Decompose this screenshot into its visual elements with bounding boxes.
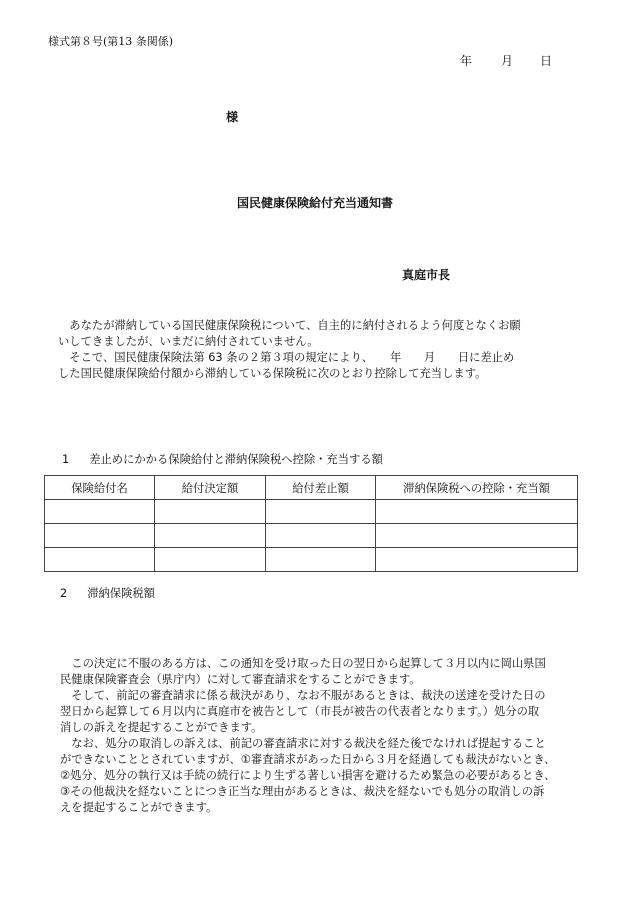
intro-line: した国民健康保険給付額から滞納している保険税に次のとおり控除して充当します。 [58,367,487,380]
table-cell [376,524,578,548]
notice-line: なお、処分の取消しの訴えは、前記の審査請求に対する裁決を経た後でなければ提起すること [60,737,546,750]
table-header: 滞納保険税への控除・充当額 [376,476,578,500]
section-2-heading [60,585,155,601]
table-cell [45,548,155,572]
intro-line: いしてきましたが、いまだに納付されていません。 [58,335,319,348]
table-header-row [45,476,578,500]
section-2-label: 滞納保険税額 [87,587,155,600]
intro-line: あなたが滞納している国民健康保険税について、自主的に納付されるよう何度となくお願 [58,319,521,332]
notice-line: ③その他裁決を経ないことにつき正当な理由があるときは、裁決を経ないでも処分の取消しの訴 [60,785,545,798]
table-cell [45,500,155,524]
table-header: 保険給付名 [45,476,155,500]
appeal-notice [60,656,580,816]
amounts-table [44,475,578,572]
section-1-label: 差止めにかかる保険給付と滞納保険税へ控除・充当する額 [89,453,383,466]
notice-line: この決定に不服のある方は、この通知を受け取った日の翌日から起算して３月以内に岡山県国 [60,657,546,670]
table-cell [266,524,376,548]
table-header: 給付決定額 [155,476,266,500]
table-cell [376,500,578,524]
issuer-name: 真庭市長 [402,268,451,282]
table-cell [45,524,155,548]
recipient-suffix: 様 [226,110,239,124]
table-row [45,524,578,548]
notice-line: えを提起することができます。 [60,801,218,814]
table-row [45,500,578,524]
notice-line: 消しの訴えを提起することができます。 [60,721,263,734]
date-month-label: 月 [501,54,514,68]
table-cell [266,500,376,524]
date-day-label: 日 [540,54,553,68]
table-cell [376,548,578,572]
form-number: 様式第８号(第13 条関係) [48,35,174,48]
notice-line: 翌日から起算して６月以内に真庭市を被告として（市長が被告の代表者となります。）処分の取 [60,705,540,718]
document-title: 国民健康保険給付充当通知書 [236,196,393,210]
section-1-heading [62,451,383,467]
notice-line: そして、前記の審査請求に係る裁決があり、なお不服があるときは、裁決の送達を受けた日の [60,689,546,702]
date-year-label: 年 [460,54,473,68]
table-cell [155,500,266,524]
intro-paragraph [58,318,578,382]
table-row [45,548,578,572]
notice-line: ②処分、処分の執行又は手続の続行により生ずる著しい損害を避けるため緊急の必要があるとき、 [60,769,556,782]
section-1-number: 1 [62,453,70,466]
section-2-number: 2 [60,587,68,600]
notice-line: 民健康保険審査会（県庁内）に対して審査請求をすることができます。 [60,673,421,686]
notice-line: ができないこととされていますが、①審査請求があった日から３月を経過しても裁決がないとき、 [60,753,556,766]
table-cell [155,524,266,548]
table-cell [155,548,266,572]
intro-line: そこで、国民健康保険法第 63 条の２第３項の規定により、 年 月 日に差止め [58,351,515,364]
table-cell [266,548,376,572]
table-header: 給付差止額 [266,476,376,500]
